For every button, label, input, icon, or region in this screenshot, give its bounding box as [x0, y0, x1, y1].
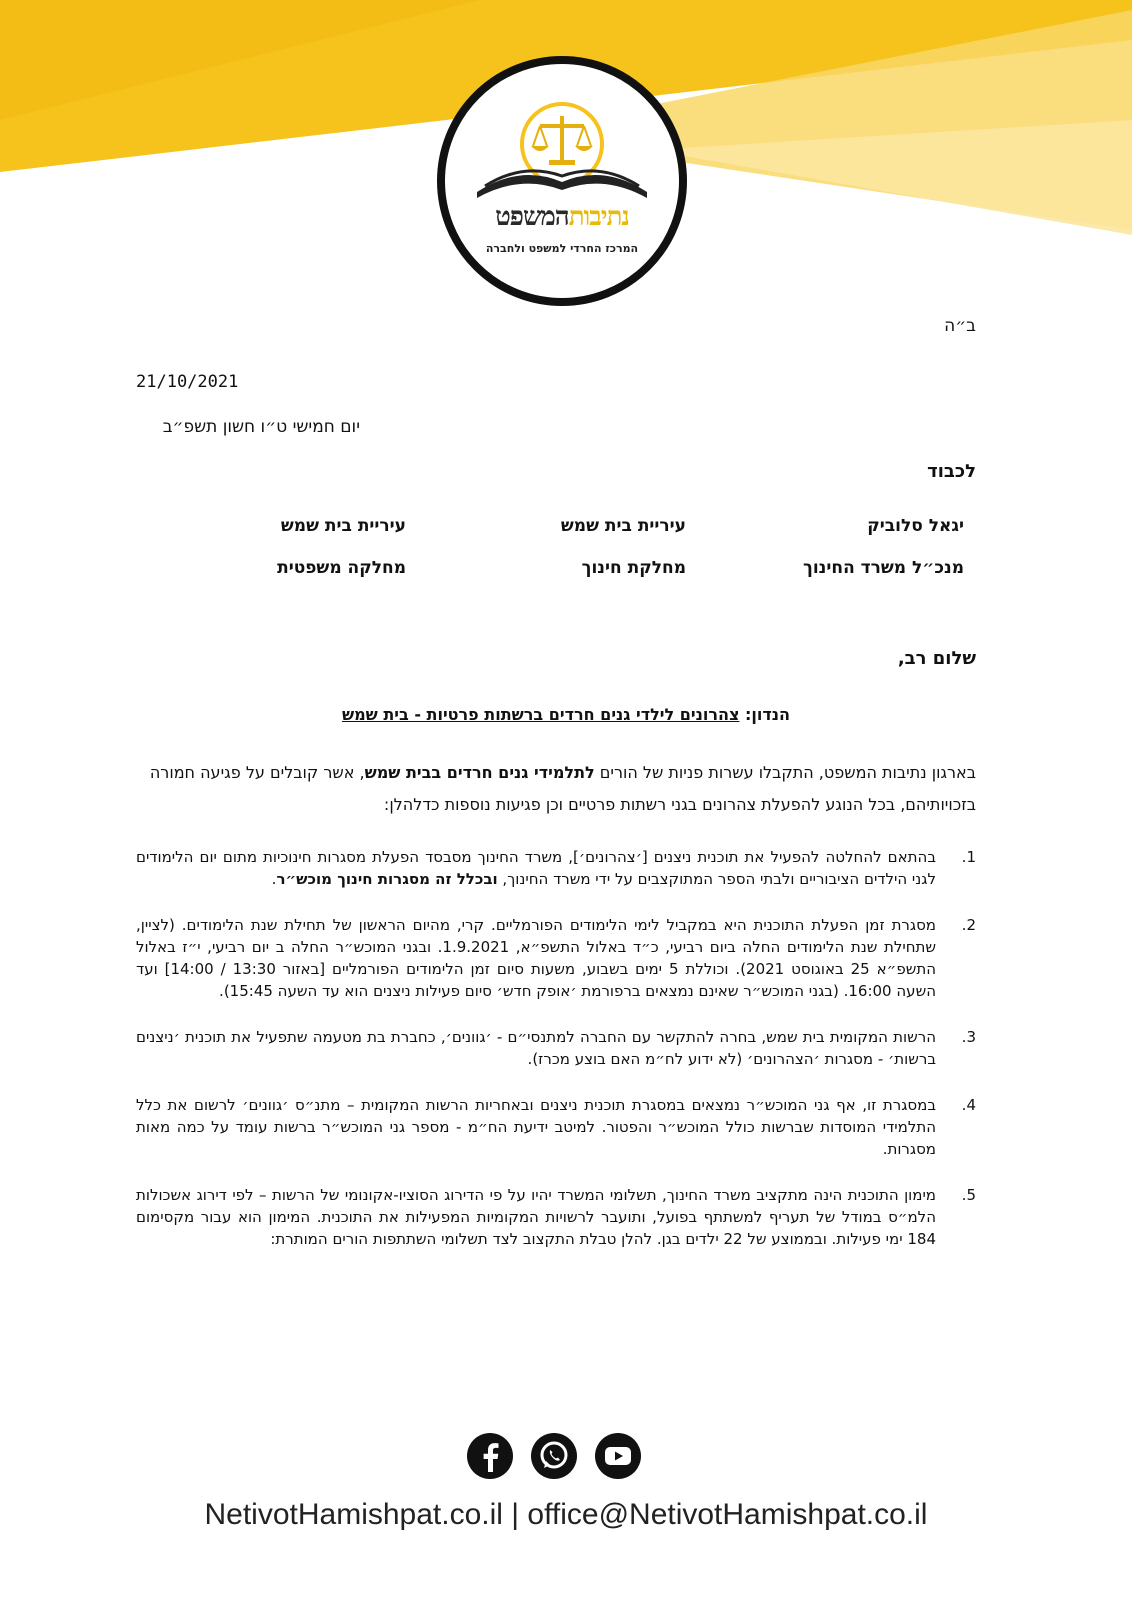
logo-wordmark: נתיבותהמשפט [495, 202, 629, 232]
subject-text: צהרונים לילדי גנים חרדים ברשתות פרטיות - בית שמש [341, 705, 740, 724]
recipient-role: מחלקה משפטית [277, 558, 406, 578]
facebook-icon[interactable] [466, 1432, 514, 1480]
letter-date: 21/10/2021 [136, 372, 239, 392]
item-text: בהתאם להחלטה להפעיל את תוכנית ניצנים [׳צהרונים׳], משרד החינוך מסבסד הפעלת מסגרות חינוכיות מתום יום הלימודים לגני הילדים הציבוריים ולבתי הספר המתוקצבים על ידי משרד החינוך, [136, 848, 936, 888]
list-text: מימון התוכנית הינה מתקציב משרד החינוך, תשלומי המשרד יהיו על פי הדירוג הסוציו-אקונומי של הרשות – לפי דירוג אשכולות הלמ״ס במודל של תעריף למשתתף בפועל, ותועבר לרשויות המקומיות המפעילות את התוכנית. המימון הוא עבור מקסימום 184 ימי פעילות. ובממוצע של 22 ילדים בגן. להלן טבלת התקצוב לצד תשלומי השתתפות הורים המותרת: [136, 1186, 936, 1248]
youtube-icon[interactable] [594, 1432, 642, 1480]
list-item [136, 846, 976, 890]
list-item [136, 1094, 976, 1160]
recipient-3 [166, 516, 406, 600]
item-bold: ובכלל זה מסגרות חינוך מוכש״ר [276, 870, 498, 888]
list-item [136, 1184, 976, 1250]
recipient-name: עיריית בית שמש [560, 516, 686, 536]
intro-text-tail: , אשר קובלים על פגיעה חמורה בזכויותיהם, בכל הנוגע להפעלת צהרונים בגני רשתות פרטיים וכן פגיעות נוספות כדלהלן: [149, 763, 976, 814]
logo-tagline: המרכז החרדי למשפט ולחברה [485, 242, 639, 255]
intro-bold: לתלמידי גנים חרדים בבית שמש [364, 763, 595, 782]
subject-line [136, 705, 996, 724]
recipient-1 [724, 516, 964, 600]
addressee-heading: לכבוד [927, 461, 976, 482]
scales-on-book-icon [445, 64, 679, 298]
list-text [136, 846, 936, 890]
greeting: שלום רב, [897, 648, 976, 669]
recipient-role: מחלקת חינוך [581, 558, 686, 578]
list-number: 1. [961, 848, 976, 866]
item-tail: . [271, 870, 277, 888]
recipient-2 [446, 516, 686, 600]
intro-paragraph [136, 757, 976, 821]
list-text: הרשות המקומית בית שמש, בחרה להתקשר עם החברה למתנסי״ם - ׳גוונים׳, כחברת בת מטעמה שתפעיל את תוכנית ׳ניצנים ברשות׳ - מסגרות ׳הצהרונים׳ (לא ידוע לח״מ האם בוצע מכרז). [136, 1028, 936, 1068]
list-item [136, 914, 976, 1002]
subject-label: הנדון: [745, 705, 791, 724]
hebrew-date: יום חמישי ט״ו חשון תשפ״ב [162, 417, 360, 437]
list-number: 4. [961, 1096, 976, 1114]
recipient-role: מנכ״ל משרד החינוך [803, 558, 964, 578]
list-item [136, 1026, 976, 1070]
bh-mark: ב״ה [944, 316, 976, 336]
intro-text: בארגון נתיבות המשפט, התקבלו עשרות פניות של הורים [594, 763, 976, 782]
recipient-name: יגאל סלוביק [867, 516, 964, 536]
list-number: 5. [961, 1186, 976, 1204]
list-text: מסגרת זמן הפעלת התוכנית היא במקביל לימי הלימודים הפורמליים. קרי, מהיום הראשון של תחילת שנת הלימודים. (לציין, שתחילת שנת הלימודים החלה ביום רביעי, כ״ד באלול התשפ״א, 1.9.2021. ובגני המוכש״ר החלה ב יום רביעי, י״ז באלול התשפ״א 25 באוגוסט 2021). וכוללת 5 ימים בשבוע, משעות סיום זמן הלימודים הפורמליים [באזור 13:30 / 14:00] ועד השעה 16:00. (בגני המוכש״ר שאינם נמצאים ברפורמת ׳אופק חדש׳ סיום פעילות ניצנים הוא עד השעה 15:45). [136, 916, 937, 1000]
numbered-list [136, 846, 976, 1274]
footer-contact: NetivotHamishpat.co.il | office@NetivotHamishpat.co.il [204, 1498, 928, 1531]
whatsapp-icon[interactable] [530, 1432, 578, 1480]
list-number: 2. [961, 916, 976, 934]
list-text: במסגרת זו, אף גני המוכש״ר נמצאים במסגרת תוכנית ניצנים ובאחריות הרשות המקומית – מתנ״ס ׳גוונים׳ לרשום את כלל התלמידי המוסדות שברשות כולל המוכש״ר והפטור. למיטב ידיעת הח״מ - מספר גני המוכש״ר ברשות עומד על כמה מאות מסגרות. [136, 1096, 936, 1158]
recipient-name: עיריית בית שמש [280, 516, 406, 536]
list-number: 3. [961, 1028, 976, 1046]
organization-logo [437, 56, 687, 306]
